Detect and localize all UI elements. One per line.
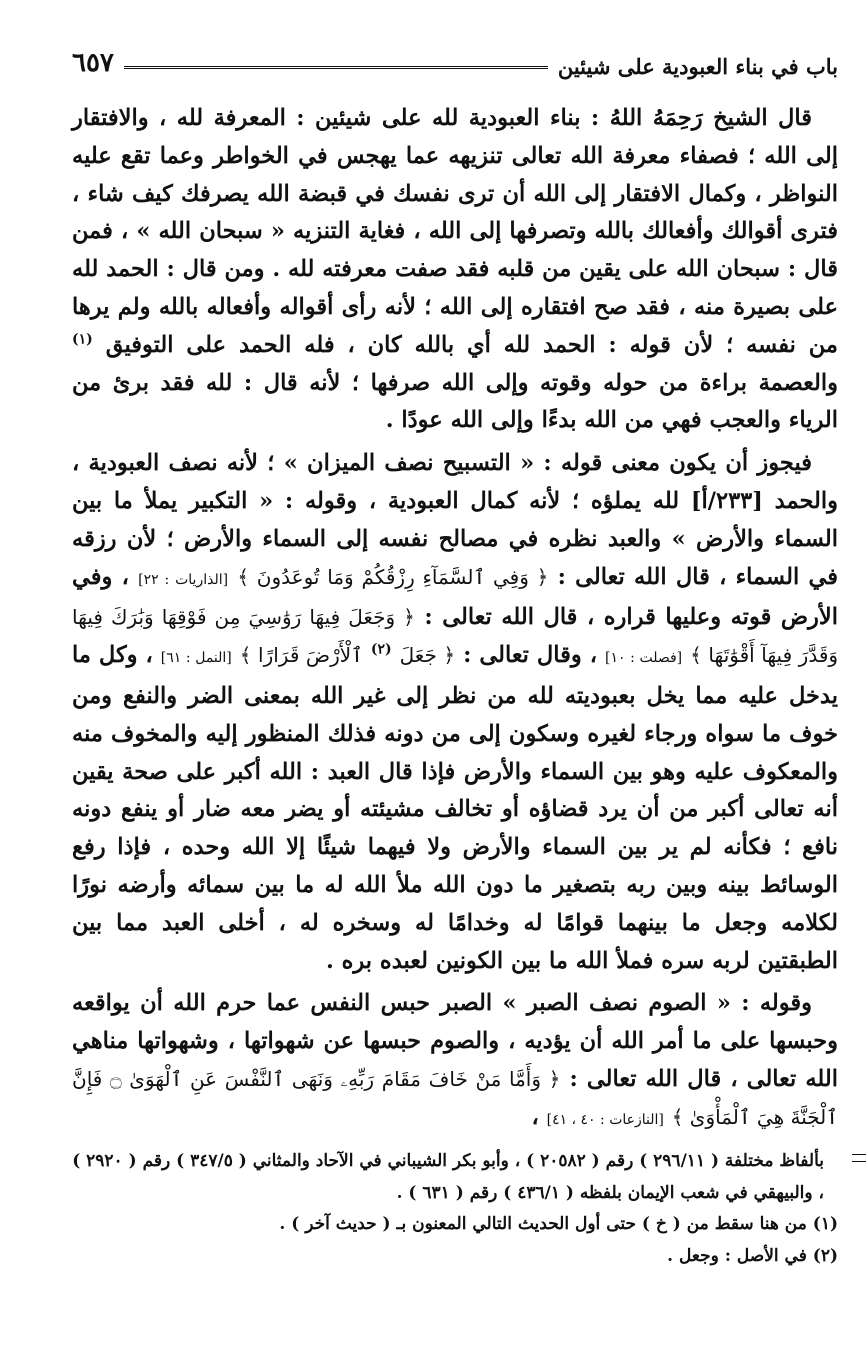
verse-reference-4: [النازعات : ٤٠ ، ٤١] (546, 1111, 664, 1128)
quran-verse-3-end: ٱلْأَرْضَ قَرَارًا ﴾ (239, 643, 363, 668)
paragraph-1-text-a: قال الشيخ رَحِمَهُ اللهُ : بناء العبودية لله على شيئين : المعرفة لله ، والافتقار إلى الله ؛ فصفاء معرفة الله تعالى تنزيهه عما يهجس في الخواطر وعما تقع عليه النواظر ، وكمال الافتقار إلى الله أن ترى نفسك في قبضة الله يصرفك كيف شاء ، فترى أقوالك وأفعالك بالله وتصرفها إلى الله ، فغاية التنزيه « سبحان الله » ، فمن قال : سبحان الله على يقين من قلبه فقد صفت معرفته لله . ومن قال : الحمد لله على بصيرة منه ، فقد صح افتقاره إلى الله ؛ لأنه رأى أقواله وأفعاله بالله ولم يرها من نفسه ؛ لأن قوله : الحمد لله أي بالله كان ، فله الحمد على التوفيق (72, 105, 838, 358)
verse-reference-3: [النمل : ٦١] (160, 650, 232, 667)
paragraph-3-text-b: ، (531, 1103, 539, 1130)
main-text (72, 100, 838, 1140)
page-number: ٦٥٧ (72, 48, 114, 79)
quran-verse-1: ﴿ وَفِي ٱلسَّمَآءِ رِزْقُكُمْ وَمَا تُوعَدُونَ ﴾ (237, 564, 549, 589)
header-rule (124, 66, 548, 69)
running-head (72, 40, 838, 78)
paragraph-1-text-b: والعصمة براءة من حوله وقوته وإلى الله صرفها ؛ لأنه قال : لله فقد برئ من الرياء والعجب فهي من الله بدءًا وإلى الله عودًا . (72, 369, 838, 434)
paragraph-3-text-a: وقوله : « الصوم نصف الصبر » الصبر حبس النفس عما حرم الله أن يواقعه وحبسها على ما أمر الله أن يؤديه ، والصوم حبسها عن شهواتها ، وشهواتها مناهي الله تعالى ، قال الله تعالى : (72, 990, 838, 1092)
verse-reference-1: [الذاريات : ٢٢] (138, 571, 229, 588)
paragraph-3 (72, 985, 838, 1139)
verse-reference-2: [فصلت : ١٠] (605, 650, 683, 667)
paragraph-2-text-c: ، وقال تعالى : (463, 642, 598, 669)
page (72, 40, 838, 1145)
quran-verse-2: ﴿ وَجَعَلَ فِيهَا رَوَٰسِيَ مِن فَوْقِهَا وَبَٰرَكَ فِيهَا وَقَدَّرَ فِيهَآ أَقْوَٰتَهَا ﴾ (72, 605, 839, 668)
footnote-marker-1: (١) (72, 331, 93, 348)
quran-verse-3-start: ﴿ جَعَلَ (399, 643, 456, 668)
footnote-2: (٢) في الأصل : وجعل . (667, 1245, 838, 1266)
paragraph-2-text-b: ، وفي الأرض قوته وعليها قراره ، قال الله تعالى : (72, 563, 838, 631)
footnote-continuation: بألفاظ مختلفة ( ٢٩٦/١١ ) رقم ( ٢٠٥٨٢ ) ، وأبو بكر الشيباني في الآحاد والمثاني ( ٣٤٧/٥ ) رقم ( ٢٩٢٠ ) ، والبيهقي في شعب الإيمان بلفظه ( ٤٣٦/١ ) رقم ( ٦٣١ ) . (72, 1146, 838, 1209)
paragraph-2 (72, 445, 838, 980)
footnote-1: (١) من هنا سقط من ( خ ) حتى أول الحديث التالي المعنون بـ ( حديث آخر ) . (279, 1214, 838, 1234)
paragraph-2-text-a: فيجوز أن يكون معنى قوله : « التسبيح نصف الميزان » ؛ لأنه نصف العبودية ، والحمد [٢٣٣/أ] لله يملؤه ؛ لأنه كمال العبودية ، وقوله : « التكبير يملأ ما بين السماء والأرض » والعبد نظره في مصالح نفسه إلى السماء والأرض ؛ لأن رزقه في السماء ، قال الله تعالى : (72, 450, 838, 590)
paragraph-2-text-d: ، وكل ما يدخل عليه مما يخل بعبوديته لله من نظر إلى غير الله بمعنى الضر والنفع ومن خوف ما سواه ورجاء لغيره وسكون إلى من دونه فذلك المنظور إليه والمخوف منه والمعكوف عليه وهو بين السماء والأرض فإذا قال العبد : الله أكبر على صحة يقين أنه تعالى أكبر من أن يرد قضاؤه أو تخالف مشيئته أو يضر معه ضار أو ينفع دونه نافع ؛ فكأنه لم ير بين السماء والأرض ولا فيهما شيئًا إلا الله وحده ، فإذا رفع الوسائط بينه وبين ربه بتصغير ما دون الله ملأ الله له ما بين سمائه وأرضه نورًا لكلامه وجعل ما بينهما قوامًا له وخدامًا له وسخره له ، أخلى العبد مما بين الطبقتين لربه سره فملأ الله ما بين الكونين لعبده بره . (72, 642, 838, 974)
quran-verse-4: ﴿ وَأَمَّا مَنْ خَافَ مَقَامَ رَبِّهِۦ وَنَهَى ٱلنَّفْسَ عَنِ ٱلْهَوَىٰ ۝ فَإِنَّ ٱلْجَنَّةَ هِيَ ٱلْمَأْوَىٰ ﴾ (72, 1066, 838, 1129)
paragraph-1 (72, 100, 838, 440)
footnote-marker-2: (٢) (370, 641, 392, 658)
footnotes (72, 1146, 838, 1272)
chapter-title: باب في بناء العبودية على شيئين (557, 53, 838, 79)
